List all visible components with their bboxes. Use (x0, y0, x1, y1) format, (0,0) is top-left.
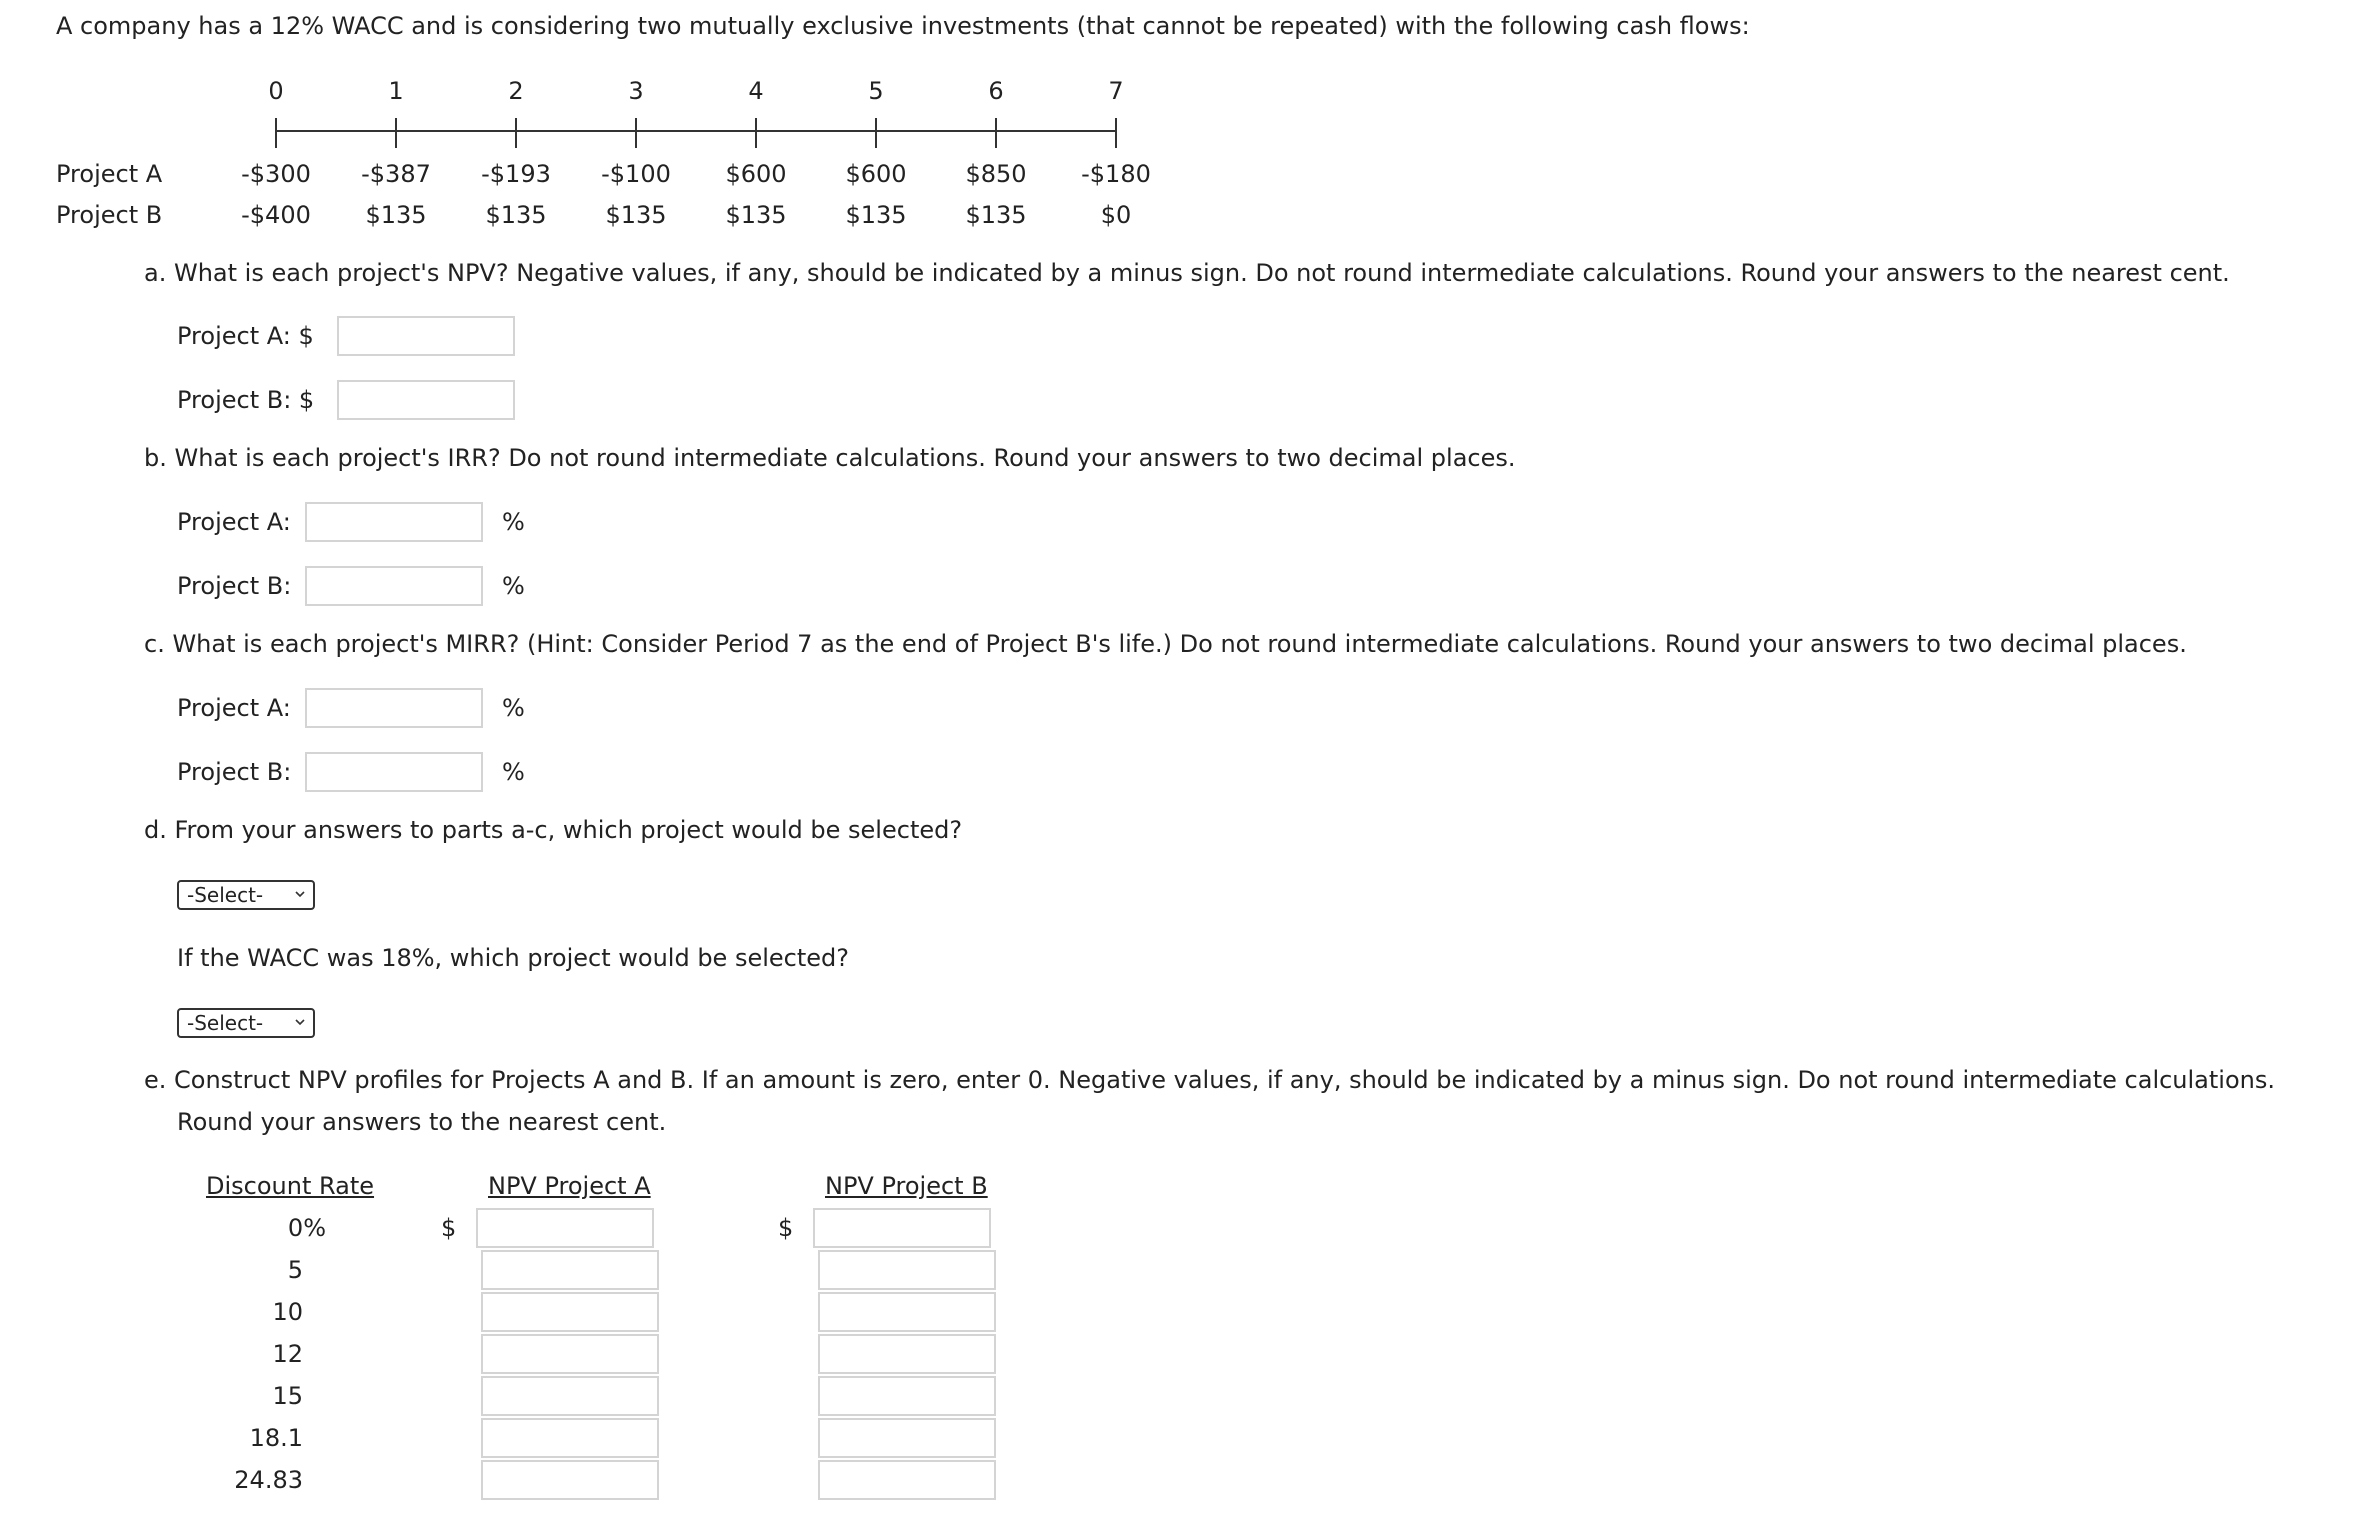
npv-project-b-input[interactable] (337, 380, 515, 420)
project-a-flow-5: $600 (845, 160, 907, 188)
part-b-project-b-label: Project B: (177, 572, 292, 600)
project-a-flow-0: -$300 (241, 160, 311, 188)
npv-a-input-6[interactable] (481, 1460, 659, 1500)
rate-label-3: 12 (272, 1340, 303, 1368)
npv-a-input-2[interactable] (481, 1292, 659, 1332)
npv-a-input-1[interactable] (481, 1250, 659, 1290)
npv-a-input-5[interactable] (481, 1418, 659, 1458)
part-b-project-a-label: Project A: (177, 508, 291, 536)
npv-b-input-5[interactable] (818, 1418, 996, 1458)
period-label-7: 7 (1108, 77, 1124, 105)
part-d-question-2: If the WACC was 18%, which project would be selected? (177, 944, 849, 972)
irr-project-a-unit: % (502, 508, 525, 536)
period-label-6: 6 (988, 77, 1004, 105)
chevron-down-icon (295, 889, 305, 899)
rate-label-6: 24.83 (234, 1466, 303, 1494)
npv-b-input-2[interactable] (818, 1292, 996, 1332)
irr-project-a-input[interactable] (305, 502, 483, 542)
project-b-flow-2: $135 (485, 201, 547, 229)
part-d-question: d. From your answers to parts a-c, which project would be selected? (144, 816, 963, 844)
intro-text: A company has a 12% WACC and is considering two mutually exclusive investments (that cannot be repeated) with the following cash flows: (56, 12, 1750, 40)
header-npv-project-b: NPV Project B (825, 1172, 988, 1200)
period-label-4: 4 (748, 77, 764, 105)
project-b-flow-1: $135 (365, 201, 427, 229)
part-a-project-b-label: Project B: $ (177, 386, 315, 414)
header-npv-project-a: NPV Project A (488, 1172, 651, 1200)
project-b-flow-4: $135 (725, 201, 787, 229)
irr-project-b-input[interactable] (305, 566, 483, 606)
part-b-question: b. What is each project's IRR? Do not round intermediate calculations. Round your answers to two decimal places. (144, 444, 1516, 472)
rate-label-2: 10 (272, 1298, 303, 1326)
project-b-flow-5: $135 (845, 201, 907, 229)
project-a-flow-4: $600 (725, 160, 787, 188)
project-select-12-wacc[interactable] (177, 880, 315, 910)
currency-npv-a: $ (441, 1214, 457, 1242)
timeline-axis (0, 0, 1200, 160)
period-label-2: 2 (508, 77, 524, 105)
mirr-project-b-unit: % (502, 758, 525, 786)
rate-label-1: 5 (287, 1256, 303, 1284)
project-a-flow-6: $850 (965, 160, 1027, 188)
period-label-1: 1 (388, 77, 404, 105)
select-value: -Select- (187, 1011, 264, 1035)
part-a-project-a-label: Project A: $ (177, 322, 314, 350)
select-value: -Select- (187, 883, 264, 907)
part-c-question: c. What is each project's MIRR? (Hint: Consider Period 7 as the end of Project B's life.) Do not round intermediate calculations. Round your answers to two decimal places. (144, 630, 2187, 658)
mirr-project-a-unit: % (502, 694, 525, 722)
header-discount-rate: Discount Rate (206, 1172, 375, 1200)
irr-project-b-unit: % (502, 572, 525, 600)
rate-label-5: 18.1 (249, 1424, 303, 1452)
npv-a-input-4[interactable] (481, 1376, 659, 1416)
project-a-label: Project A (56, 160, 163, 188)
period-label-5: 5 (868, 77, 884, 105)
currency-npv-b: $ (778, 1214, 794, 1242)
period-label-3: 3 (628, 77, 644, 105)
project-a-flow-7: -$180 (1081, 160, 1151, 188)
part-e-question-line1: e. Construct NPV profiles for Projects A and B. If an amount is zero, enter 0. Negative values, if any, should be indicated by a minus sign. Do not round intermediate calculations. (144, 1066, 2275, 1094)
npv-a-input-0[interactable] (476, 1208, 654, 1248)
mirr-project-b-input[interactable] (305, 752, 483, 792)
part-c-project-a-label: Project A: (177, 694, 291, 722)
rate-label-0: 0% (287, 1214, 326, 1242)
project-b-flow-6: $135 (965, 201, 1027, 229)
part-e-question-line2: Round your answers to the nearest cent. (177, 1108, 667, 1136)
project-b-flow-7: $0 (1100, 201, 1132, 229)
npv-b-input-6[interactable] (818, 1460, 996, 1500)
npv-b-input-3[interactable] (818, 1334, 996, 1374)
project-a-flow-2: -$193 (481, 160, 551, 188)
npv-a-input-3[interactable] (481, 1334, 659, 1374)
npv-b-input-0[interactable] (813, 1208, 991, 1248)
chevron-down-icon (295, 1017, 305, 1027)
project-b-flow-3: $135 (605, 201, 667, 229)
rate-label-4: 15 (272, 1382, 303, 1410)
project-b-label: Project B (56, 201, 163, 229)
project-select-18-wacc[interactable] (177, 1008, 315, 1038)
part-a-question: a. What is each project's NPV? Negative values, if any, should be indicated by a minus sign. Do not round intermediate calculations. Round your answers to the nearest cent. (144, 259, 2230, 287)
project-b-flow-0: -$400 (241, 201, 311, 229)
npv-b-input-1[interactable] (818, 1250, 996, 1290)
project-a-flow-1: -$387 (361, 160, 431, 188)
mirr-project-a-input[interactable] (305, 688, 483, 728)
npv-project-a-input[interactable] (337, 316, 515, 356)
npv-b-input-4[interactable] (818, 1376, 996, 1416)
project-a-flow-3: -$100 (601, 160, 671, 188)
period-label-0: 0 (268, 77, 284, 105)
part-c-project-b-label: Project B: (177, 758, 292, 786)
